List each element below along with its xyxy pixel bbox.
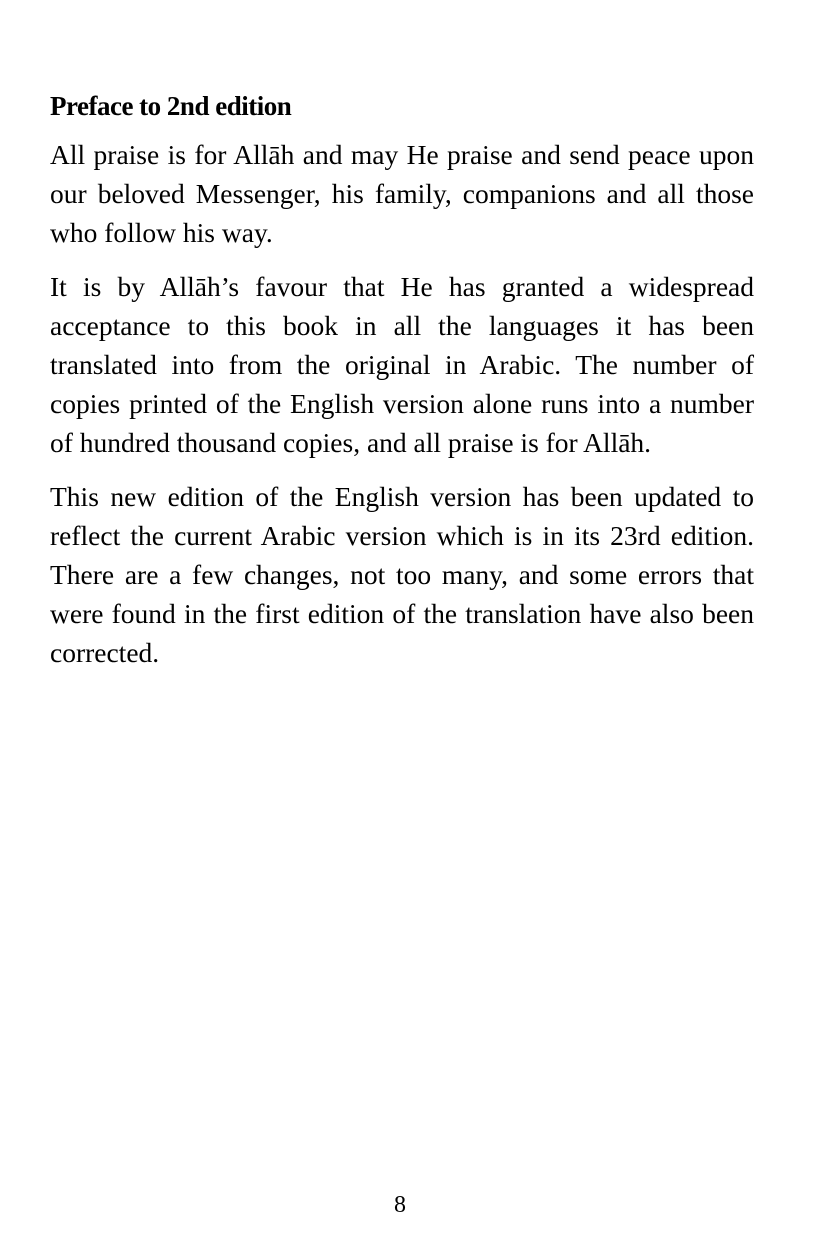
paragraph-1: All praise is for Allāh and may He praise and send peace upon our beloved Messenger, his family, companions and all those who follow his way. <box>50 139 754 248</box>
paragraph-2: It is by Allāh’s favour that He has granted a widespread acceptance to this book in all the languages it has been translated into from the original in Arabic. The number of copies printed of the English version alone runs into a number of hundred thousand copies, and all praise is for Allāh. <box>50 271 754 458</box>
page-content <box>50 88 754 688</box>
section-heading: Preface to 2nd edition <box>50 91 292 121</box>
paragraph-3: This new edition of the English version has been updated to reflect the current Arabic version which is in its 23rd edition. There are a few changes, not too many, and some errors that were found in the first edition of the translation have also been corrected. <box>50 481 754 668</box>
page-number: 8 <box>394 1192 406 1218</box>
